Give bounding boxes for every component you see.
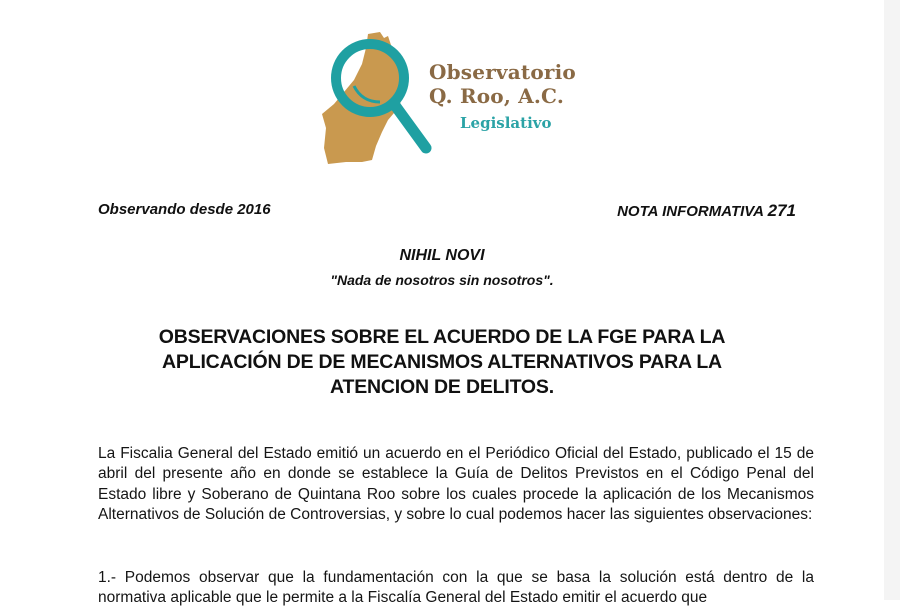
logo-subtitle: Legislativo xyxy=(460,114,552,132)
logo-title xyxy=(429,60,576,108)
logo-title-line2: Q. Roo, A.C. xyxy=(429,84,564,108)
note-number: 271 xyxy=(767,201,796,220)
magnifying-glass-over-map-icon xyxy=(318,28,438,168)
motto-title: NIHIL NOVI xyxy=(399,247,485,264)
organization-logo xyxy=(318,28,608,168)
motto-quote: "Nada de nosotros sin nosotros". xyxy=(330,272,554,288)
since-label: Observando desde 2016 xyxy=(98,201,271,218)
document-heading: OBSERVACIONES SOBRE EL ACUERDO DE LA FGE PARA LA APLICACIÓN DE DE MECANISMOS ALTERNATIVOS PARA LA ATENCION DE DELITOS. xyxy=(158,326,726,398)
viewer-scroll-gutter[interactable] xyxy=(884,0,900,600)
note-label xyxy=(617,201,796,221)
logo-title-line1: Observatorio xyxy=(429,60,576,84)
intro-paragraph: La Fiscalia General del Estado emitió un acuerdo en el Periódico Oficial del Estado, publicado el 15 de abril del presente año en donde se establece la Guía de Delitos Previstos en el Código Penal del Estado libre y Soberano de Quintana Roo sobre los cuales procede la aplicación de los Mecanismos Alternativos de Solución de Controversias, y sobre lo cual podemos hacer las siguientes observaciones: xyxy=(98,444,814,523)
observation-1-paragraph: 1.- Podemos observar que la fundamentación con la que se basa la solución está dentro de la normativa aplicable que le permite a la Fiscalía General del Estado emitir el acuerdo que xyxy=(98,568,814,606)
note-label-text: NOTA INFORMATIVA xyxy=(617,203,764,220)
